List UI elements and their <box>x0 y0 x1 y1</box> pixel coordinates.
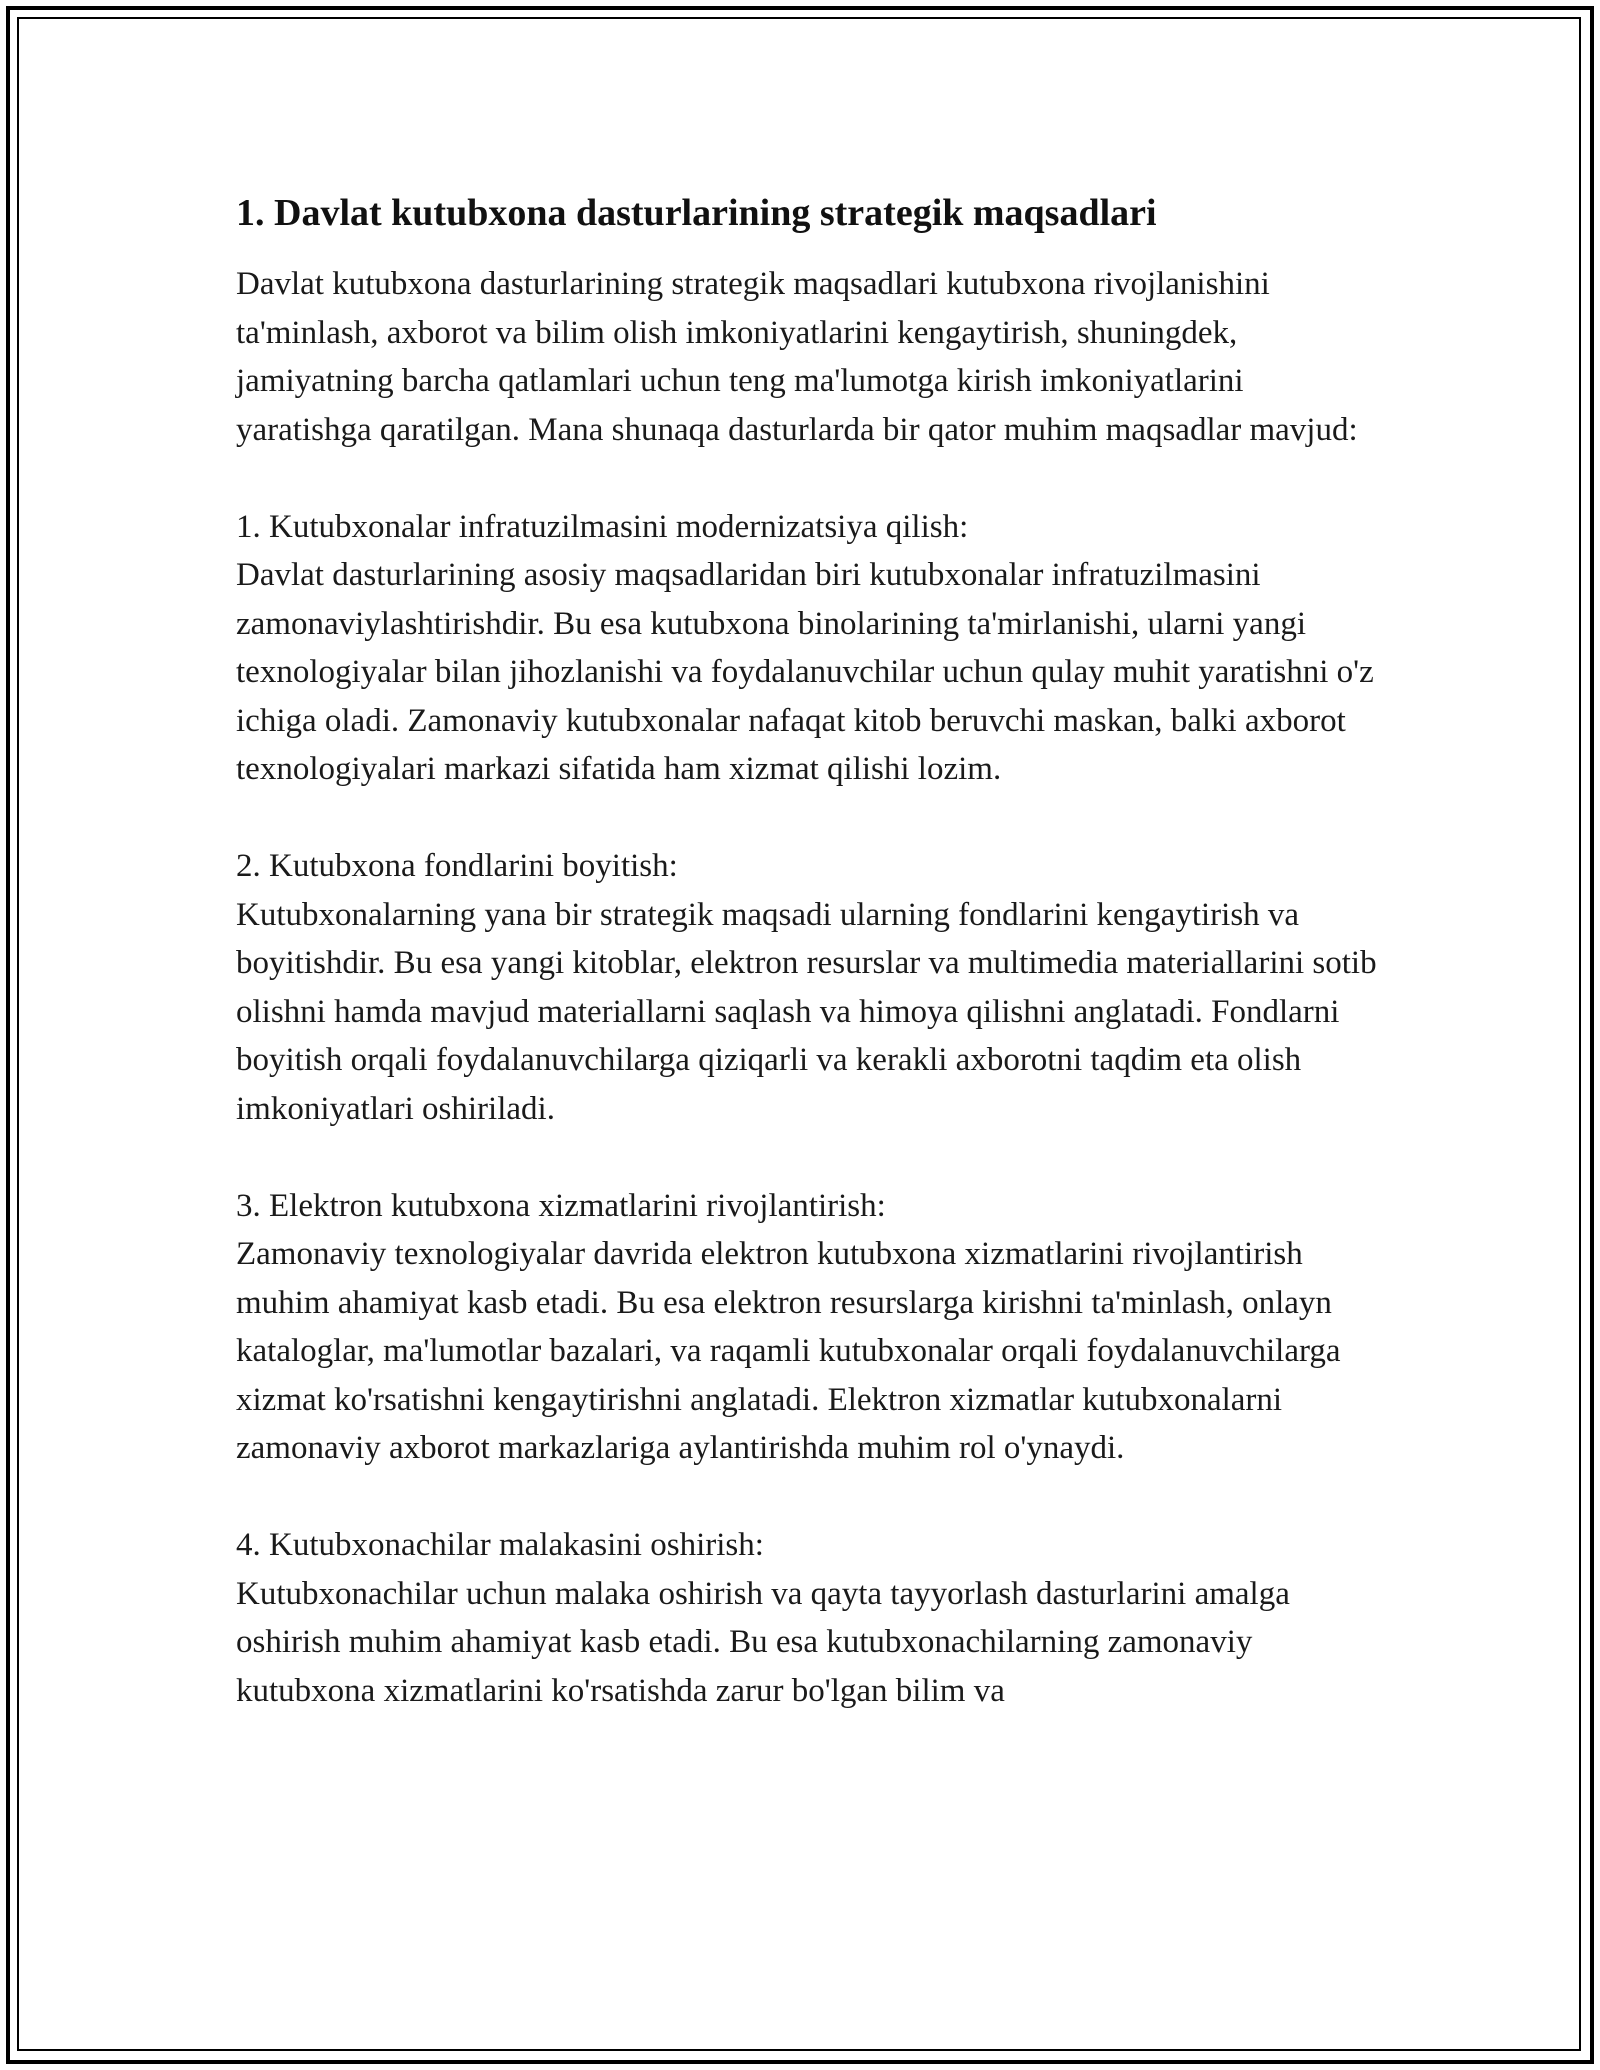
section-body: Zamonaviy texnologiyalar davrida elektron kutubxona xizmatlarini rivojlantirish muhim ahamiyat kasb etadi. Bu esa elektron resurslarga kirishni ta'minlash, onlayn kataloglar, ma'lumotlar bazalari, va raqamli kutubxonalar orqali foydalanuvchilarga xizmat ko'rsatishni kengaytirishni anglatadi. Elektron xizmatlar kutubxonalarni zamonaviy axborot markazlariga aylantirishda muhim rol o'ynaydi. <box>236 1236 1341 1466</box>
section-body: Kutubxonalarning yana bir strategik maqsadi ularning fondlarini kengaytirish va boyitishdir. Bu esa yangi kitoblar, elektron resurslar va multimedia materiallarini sotib olishni hamda mavjud materiallarni saqlash va himoya qilishni anglatadi. Fondlarni boyitish orqali foydalanuvchilarga qiziqarli va kerakli axborotni taqdim eta olish imkoniyatlari oshiriladi. <box>236 896 1377 1127</box>
section-body: Kutubxonachilar uchun malaka oshirish va qayta tayyorlash dasturlarini amalga oshirish muhim ahamiyat kasb etadi. Bu esa kutubxonachilarning zamonaviy kutubxona xizmatlarini ko'rsatishda zarur bo'lgan bilim va <box>236 1575 1290 1709</box>
section-heading: 2. Kutubxona fondlarini boyitish: <box>236 848 678 884</box>
section-body: Davlat dasturlarining asosiy maqsadlaridan biri kutubxonalar infratuzilmasini zamonaviylashtirishdir. Bu esa kutubxona binolarining ta'mirlanishi, ularni yangi texnologiyalar bilan jihozlanishi va foydalanuvchilar uchun qulay muhit yaratishni o'z ichiga oladi. Zamonaviy kutubxonalar nafaqat kitob beruvchi maskan, balki axborot texnologiyalari markazi sifatida ham xizmat qilishi lozim. <box>236 557 1374 787</box>
section-heading: 1. Kutubxonalar infratuzilmasini modernizatsiya qilish: <box>236 508 969 545</box>
section-heading: 4. Kutubxonachilar malakasini oshirish: <box>236 1527 764 1563</box>
section-2 <box>236 842 1386 1133</box>
section-4 <box>236 1521 1386 1715</box>
intro-paragraph: Davlat kutubxona dasturlarining strategik maqsadlari kutubxona rivojlanishini ta'minlash, axborot va bilim olish imkoniyatlarini kengaytirish, shuningdek, jamiyatning barcha qatlamlari uchun teng ma'lumotga kirish imkoniyatlarini yaratishga qaratilgan. Mana shunaqa dasturlarda bir qator muhim maqsadlar mavjud: <box>236 266 1358 448</box>
document-body <box>236 186 1386 1715</box>
section-1 <box>236 503 1386 794</box>
document-title: 1. Davlat kutubxona dasturlarining strategik maqsadlari <box>236 192 1157 234</box>
section-heading: 3. Elektron kutubxona xizmatlarini rivojlantirish: <box>236 1187 886 1224</box>
section-3 <box>236 1182 1386 1473</box>
